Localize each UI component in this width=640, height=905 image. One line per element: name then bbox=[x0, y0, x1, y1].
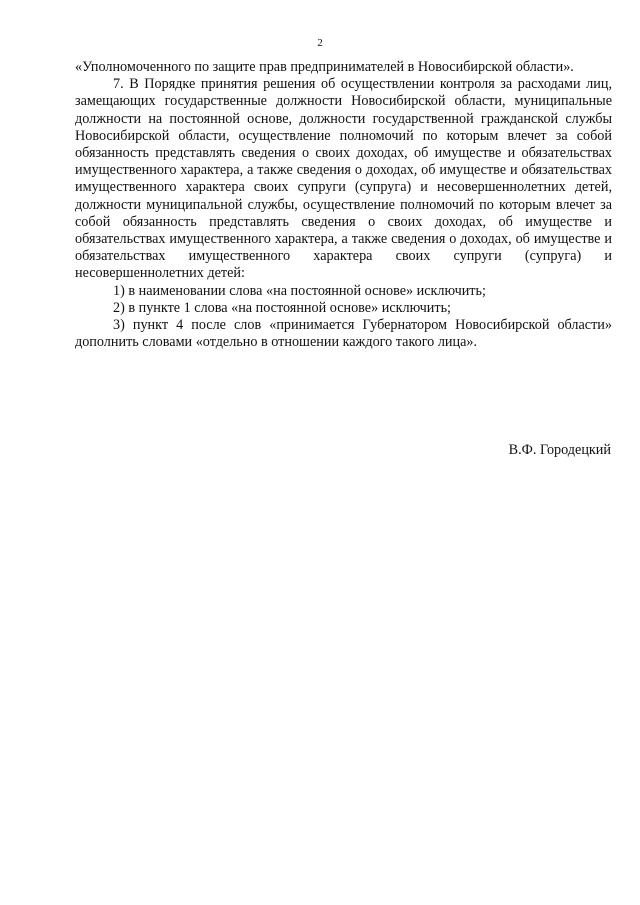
signature-name: В.Ф. Городецкий bbox=[508, 442, 611, 458]
paragraph-continuation: «Уполномоченного по защите прав предпринимателей в Новосибирской области». bbox=[75, 59, 574, 75]
document-body bbox=[75, 59, 612, 351]
paragraph-item-7: 7. В Порядке принятия решения об осуществлении контроля за расходами лиц, замещающих государственные должности Новосибирской области, муниципальные должности на постоянной основе, должности государственной гражданской службы Новосибирской области, осуществление полномочий по которым влечет за собой обязанность представлять сведения о своих доходах, об имуществе и обязательствах имущественного характера, а также сведения о доходах, об имуществе и обязательствах имущественного характера своих супруги (супруга) и несовершеннолетних детей, должности муниципальной службы, осуществление полномочий по которым влечет за собой обязанность представлять сведения о своих доходах, об имуществе и обязательствах имущественного характера, а также сведения о доходах, об имуществе и обязательствах имущественного характера своих супруги (супруга) и несовершеннолетних детей: bbox=[75, 76, 612, 282]
page-number: 2 bbox=[317, 37, 323, 49]
subitem-1: 1) в наименовании слова «на постоянной основе» исключить; bbox=[113, 282, 486, 299]
subitem-3: 3) пункт 4 после слов «принимается Губернатором Новосибирской области» дополнить словами «отдельно в отношении каждого такого лица». bbox=[75, 317, 612, 351]
subitem-2: 2) в пункте 1 слова «на постоянной основе» исключить; bbox=[113, 299, 451, 316]
